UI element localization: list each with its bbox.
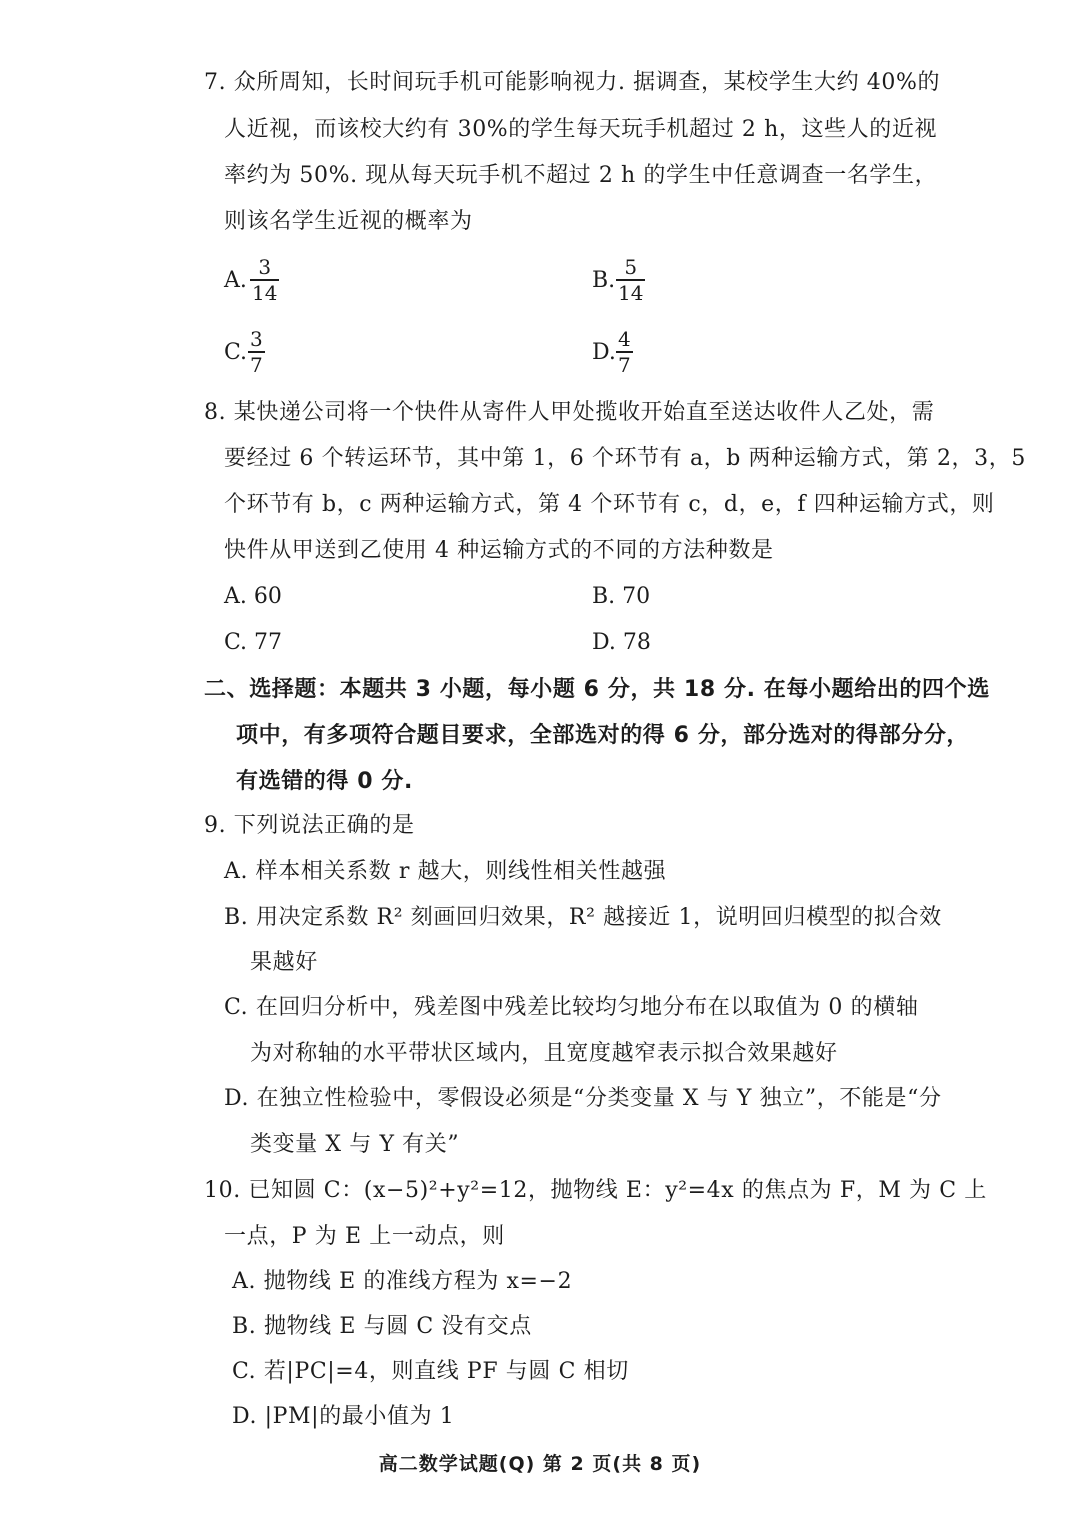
q7-option-d-fraction: 4 7 bbox=[618, 327, 631, 377]
q7-option-a-fraction: 3 14 bbox=[252, 255, 278, 305]
q10-line-2: 一点，P 为 E 上一动点，则 bbox=[224, 1224, 505, 1249]
q8-option-c[interactable]: C. 77 bbox=[224, 630, 283, 655]
q8-option-b[interactable]: B. 70 bbox=[592, 584, 651, 609]
section-2-line-2: 项中，有多项符合题目要求，全部选对的得 6 分，部分选对的得部分分， bbox=[236, 723, 970, 748]
q7-line-2: 人近视，而该校大约有 30%的学生每天玩手机超过 2 h，这些人的近视 bbox=[224, 117, 938, 142]
q9-option-c-cont: 为对称轴的水平带状区域内，且宽度越窄表示拟合效果越好 bbox=[250, 1041, 838, 1066]
page-footer: 高二数学试题(Q) 第 2 页(共 8 页) bbox=[378, 1453, 702, 1475]
q8-option-d[interactable]: D. 78 bbox=[592, 630, 651, 655]
q7-line-4: 则该名学生近视的概率为 bbox=[224, 209, 473, 234]
section-2-line-1: 二、选择题：本题共 3 小题，每小题 6 分，共 18 分. 在每小题给出的四个选 bbox=[204, 677, 990, 702]
q9-option-d[interactable]: D. 在独立性检验中，零假设必须是“分类变量 X 与 Y 独立”，不能是“分 bbox=[224, 1086, 942, 1111]
q9-option-b-cont: 果越好 bbox=[250, 950, 318, 975]
q9-stem: 9. 下列说法正确的是 bbox=[204, 813, 415, 838]
section-2-line-3: 有选错的得 0 分. bbox=[236, 769, 413, 794]
q8-line-2: 要经过 6 个转运环节，其中第 1，6 个环节有 a，b 两种运输方式，第 2，3，5 bbox=[224, 446, 1026, 471]
q7-option-c-fraction: 3 7 bbox=[250, 327, 263, 377]
q9-option-c[interactable]: C. 在回归分析中，残差图中残差比较均匀地分布在以取值为 0 的横轴 bbox=[224, 995, 919, 1020]
q8-line-3: 个环节有 b，c 两种运输方式，第 4 个环节有 c，d，e，f 四种运输方式，则 bbox=[224, 492, 995, 517]
q8-option-a[interactable]: A. 60 bbox=[224, 584, 282, 609]
q10-option-c[interactable]: C. 若|PC|=4，则直线 PF 与圆 C 相切 bbox=[232, 1359, 629, 1384]
q9-option-b[interactable]: B. 用决定系数 R² 刻画回归效果，R² 越接近 1，说明回归模型的拟合效 bbox=[224, 905, 942, 930]
q10-option-d[interactable]: D. |PM|的最小值为 1 bbox=[232, 1404, 455, 1429]
q7-line-1: 7. 众所周知，长时间玩手机可能影响视力. 据调查，某校学生大约 40%的 bbox=[204, 70, 941, 95]
q9-option-a[interactable]: A. 样本相关系数 r 越大，则线性相关性越强 bbox=[224, 859, 667, 884]
q10-option-a[interactable]: A. 抛物线 E 的准线方程为 x=−2 bbox=[232, 1269, 573, 1294]
q10-option-b[interactable]: B. 抛物线 E 与圆 C 没有交点 bbox=[232, 1314, 532, 1339]
q7-option-b-fraction: 5 14 bbox=[618, 255, 644, 305]
q9-option-d-cont: 类变量 X 与 Y 有关” bbox=[250, 1132, 460, 1157]
q7-line-3: 率约为 50%. 现从每天玩手机不超过 2 h 的学生中任意调查一名学生， bbox=[224, 163, 938, 188]
q10-line-1: 10. 已知圆 C：(x−5)²+y²=12，抛物线 E：y²=4x 的焦点为 F，M 为 C 上 bbox=[204, 1178, 987, 1203]
q8-line-1: 8. 某快递公司将一个快件从寄件人甲处揽收开始直至送达收件人乙处，需 bbox=[204, 400, 935, 425]
q8-line-4: 快件从甲送到乙使用 4 种运输方式的不同的方法种数是 bbox=[224, 538, 774, 563]
